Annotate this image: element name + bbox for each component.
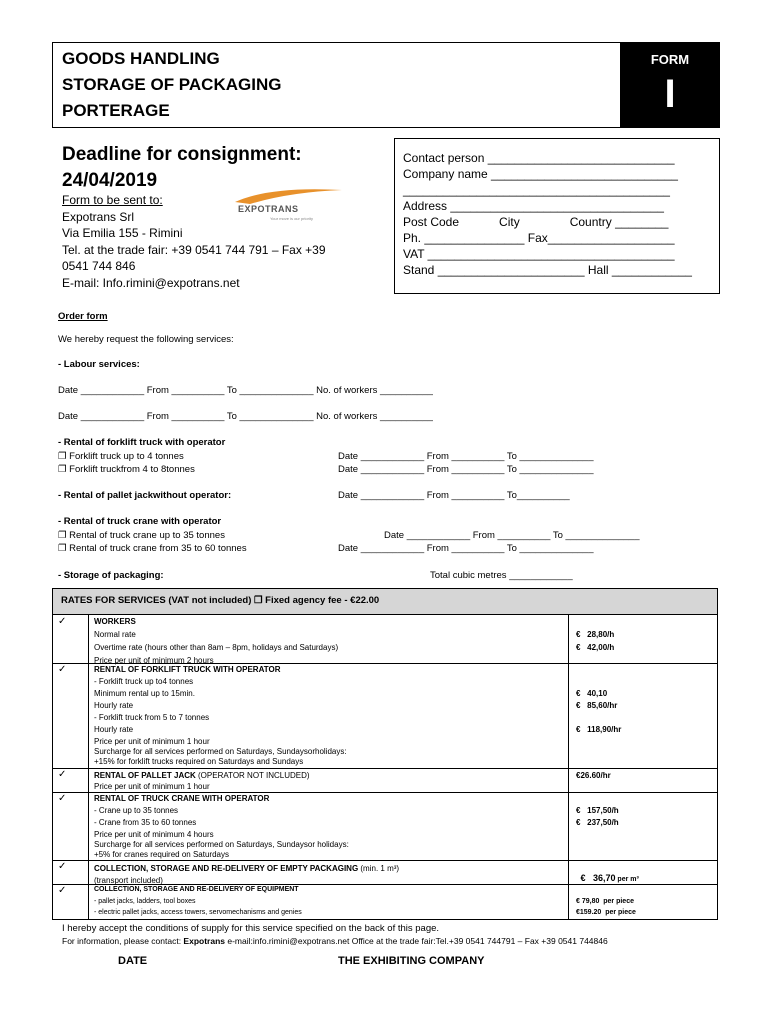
packaging-rate-note: (transport included) <box>94 876 163 885</box>
send-to-phone-2: 0541 744 846 <box>62 259 136 273</box>
equipment-rate-title: COLLECTION, STORAGE AND RE-DELIVERY OF EQUIPMENT <box>94 886 299 893</box>
document-title <box>62 46 281 124</box>
order-intro: We hereby request the following services: <box>58 334 234 345</box>
forklift-option-1[interactable]: ❐ Forklift truck up to 4 tonnes <box>58 451 184 462</box>
labour-title: - Labour services: <box>58 359 140 370</box>
pallet-rate-title-bold: RENTAL OF PALLET JACK <box>94 771 196 780</box>
forklift-rate-line-7: Surcharge for all services performed on Saturdays, Sundaysorholidays: <box>94 747 347 756</box>
send-to-block <box>62 192 392 291</box>
crane-price-1: € 157,50/h <box>576 806 619 815</box>
packaging-price-unit: per m³ <box>615 876 639 883</box>
forklift-price-1: € 40,10 <box>576 689 608 698</box>
crane-rate-line-2: - Crane from 35 to 60 tonnes <box>94 818 197 827</box>
crane-option-1[interactable]: ❐ Rental of truck crane up to 35 tonnes <box>58 530 225 541</box>
packaging-price <box>576 864 639 883</box>
address-field[interactable]: Address ________________________________ <box>403 199 664 213</box>
deadline-date: 24/04/2019 <box>62 170 158 191</box>
pallet-title: - Rental of pallet jackwithout operator: <box>58 490 232 501</box>
packaging-rate-title <box>94 864 399 873</box>
forklift-title: - Rental of forklift truck with operator <box>58 437 226 448</box>
storage-title: - Storage of packaging: <box>58 570 164 581</box>
labour-row-1[interactable]: Date ____________ From __________ To ______________ No. of workers __________ <box>58 385 433 396</box>
workers-minimum: Price per unit of minimum 2 hours <box>94 656 214 665</box>
packaging-rate-unit: (min. 1 m³) <box>358 864 400 873</box>
pallet-rate-minimum: Price per unit of minimum 1 hour <box>94 782 210 791</box>
exhibiting-company-signature-label: THE EXHIBITING COMPANY <box>338 955 485 967</box>
forklift-rate-title: RENTAL OF FORKLIFT TRUCK WITH OPERATOR <box>94 665 281 674</box>
form-label: FORM <box>650 52 690 67</box>
crane-option-2[interactable]: ❐ Rental of truck crane from 35 to 60 tonnes <box>58 543 247 554</box>
equipment-price-1: € 79,80 per piece <box>576 898 634 905</box>
packaging-rate-title-bold: COLLECTION, STORAGE AND RE-DELIVERY OF EMPTY PACKAGING <box>94 864 359 873</box>
workers-price-normal: € 28,80/h <box>576 630 615 639</box>
crane-row-1[interactable]: Date ____________ From __________ To ______________ <box>384 530 640 541</box>
crane-rate-line-3: Price per unit of minimum 4 hours <box>94 830 214 839</box>
send-to-company: Expotrans Srl <box>62 209 135 224</box>
contact-info-prefix: For information, please contact: <box>62 936 184 946</box>
workers-price-overtime: € 42,00/h <box>576 643 615 652</box>
row-divider-2 <box>52 768 718 769</box>
send-to-heading: Form to be sent to: <box>62 193 163 207</box>
acceptance-text: I hereby accept the conditions of supply for this service specified on the back of this page. <box>62 923 440 934</box>
contact-info <box>62 936 608 946</box>
tick-column-divider <box>88 614 89 920</box>
forklift-rate-line-8: +15% for forklift trucks required on Saturdays and Sundays <box>94 757 304 766</box>
contact-info-rest: e-mail:info.rimini@expotrans.net Office at the trade fair:Tel.+39 0541 744791 – Fax +39 0541 744846 <box>225 936 608 946</box>
send-to-email: E-mail: Info.rimini@expotrans.net <box>62 275 240 290</box>
forklift-rate-line-6: Price per unit of minimum 1 hour <box>94 737 210 746</box>
check-icon: ✓ <box>58 861 67 872</box>
stand-hall-field[interactable]: Stand ______________________ Hall ____________ <box>403 263 692 277</box>
company-name-field[interactable]: Company name ____________________________ <box>403 167 678 181</box>
check-icon: ✓ <box>58 885 67 896</box>
row-divider-4 <box>52 860 718 861</box>
title-line-2: STORAGE OF PACKAGING <box>62 75 282 94</box>
check-icon: ✓ <box>58 769 67 780</box>
forklift-rate-line-4: - Forklift truck from 5 to 7 tonnes <box>94 713 210 722</box>
workers-normal: Normal rate <box>94 630 136 639</box>
equipment-rate-line-1: - pallet jacks, ladders, tool boxes <box>94 898 196 905</box>
contact-fields <box>403 150 692 278</box>
company-name-extra-field[interactable]: ________________________________________ <box>403 183 670 197</box>
send-to-phone-1: Tel. at the trade fair: +39 0541 744 791 – Fax +39 <box>62 242 326 257</box>
check-icon: ✓ <box>58 664 67 675</box>
vat-field[interactable]: VAT _____________________________________ <box>403 247 675 261</box>
order-form-title: Order form <box>58 311 108 322</box>
forklift-price-3: € 118,90/hr <box>576 725 622 734</box>
crane-row-2[interactable]: Date ____________ From __________ To ______________ <box>338 543 594 554</box>
rates-header: RATES FOR SERVICES (VAT not included) ❐ Fixed agency fee - €22.00 <box>52 588 718 615</box>
pallet-price: €26.60/hr <box>576 771 611 780</box>
crane-rate-line-1: - Crane up to 35 tonnes <box>94 806 179 815</box>
labour-row-2[interactable]: Date ____________ From __________ To ______________ No. of workers __________ <box>58 411 433 422</box>
forklift-rate-line-5: Hourly rate <box>94 725 134 734</box>
send-to-address: Via Emilia 155 - Rimini <box>62 226 183 240</box>
crane-title: - Rental of truck crane with operator <box>58 516 222 527</box>
forklift-rate-line-3: Hourly rate <box>94 701 134 710</box>
contact-info-company: Expotrans <box>183 936 225 946</box>
logo-name: EXPOTRANS <box>238 204 299 214</box>
title-line-3: PORTERAGE <box>62 101 170 120</box>
check-icon: ✓ <box>58 616 67 627</box>
form-number: I <box>664 72 676 116</box>
forklift-row-2[interactable]: Date ____________ From __________ To ______________ <box>338 464 594 475</box>
crane-rate-line-4: Surcharge for all services performed on Saturdays, Sundaysor holidays: <box>94 840 349 849</box>
forklift-option-2[interactable]: ❐ Forklift truckfrom 4 to 8tonnes <box>58 464 195 475</box>
date-signature-label: DATE <box>118 955 148 967</box>
crane-rate-title: RENTAL OF TRUCK CRANE WITH OPERATOR <box>94 794 270 803</box>
equipment-price-2: €159.20 per piece <box>576 909 636 916</box>
forklift-rate-line-2: Minimum rental up to 15min. <box>94 689 195 698</box>
crane-rate-line-5: +5% for cranes required on Saturdays <box>94 850 229 859</box>
equipment-rate-line-2: - electric pallet jacks, access towers, servomechanisms and genies <box>94 909 302 916</box>
deadline-label: Deadline for consignment: <box>62 144 302 165</box>
pallet-rate-note: (OPERATOR NOT INCLUDED) <box>195 771 310 780</box>
workers-title: WORKERS <box>94 617 136 626</box>
crane-price-2: € 237,50/h <box>576 818 619 827</box>
title-line-1: GOODS HANDLING <box>62 49 220 68</box>
forklift-rate-line-1: - Forklift truck up to4 tonnes <box>94 677 194 686</box>
row-divider-3 <box>52 792 718 793</box>
contact-person-field[interactable]: Contact person ____________________________ <box>403 151 675 165</box>
forklift-row-1[interactable]: Date ____________ From __________ To ______________ <box>338 451 594 462</box>
storage-row[interactable]: Total cubic metres ____________ <box>430 570 573 581</box>
logo-tagline: Your move is our priority <box>270 216 313 221</box>
postcode-city-country-field[interactable]: Post Code City Country ________ <box>403 215 669 229</box>
check-icon: ✓ <box>58 793 67 804</box>
workers-overtime: Overtime rate (hours other than 8am – 8pm, holidays and Saturdays) <box>94 643 339 652</box>
price-column-divider <box>568 614 569 920</box>
forklift-price-2: € 85,60/hr <box>576 701 618 710</box>
pallet-rate-title <box>94 771 310 780</box>
phone-fax-field[interactable]: Ph. _______________ Fax___________________ <box>403 231 675 245</box>
pallet-row[interactable]: Date ____________ From __________ To__________ <box>338 490 570 501</box>
packaging-price-value: € 36,70 <box>580 873 616 883</box>
